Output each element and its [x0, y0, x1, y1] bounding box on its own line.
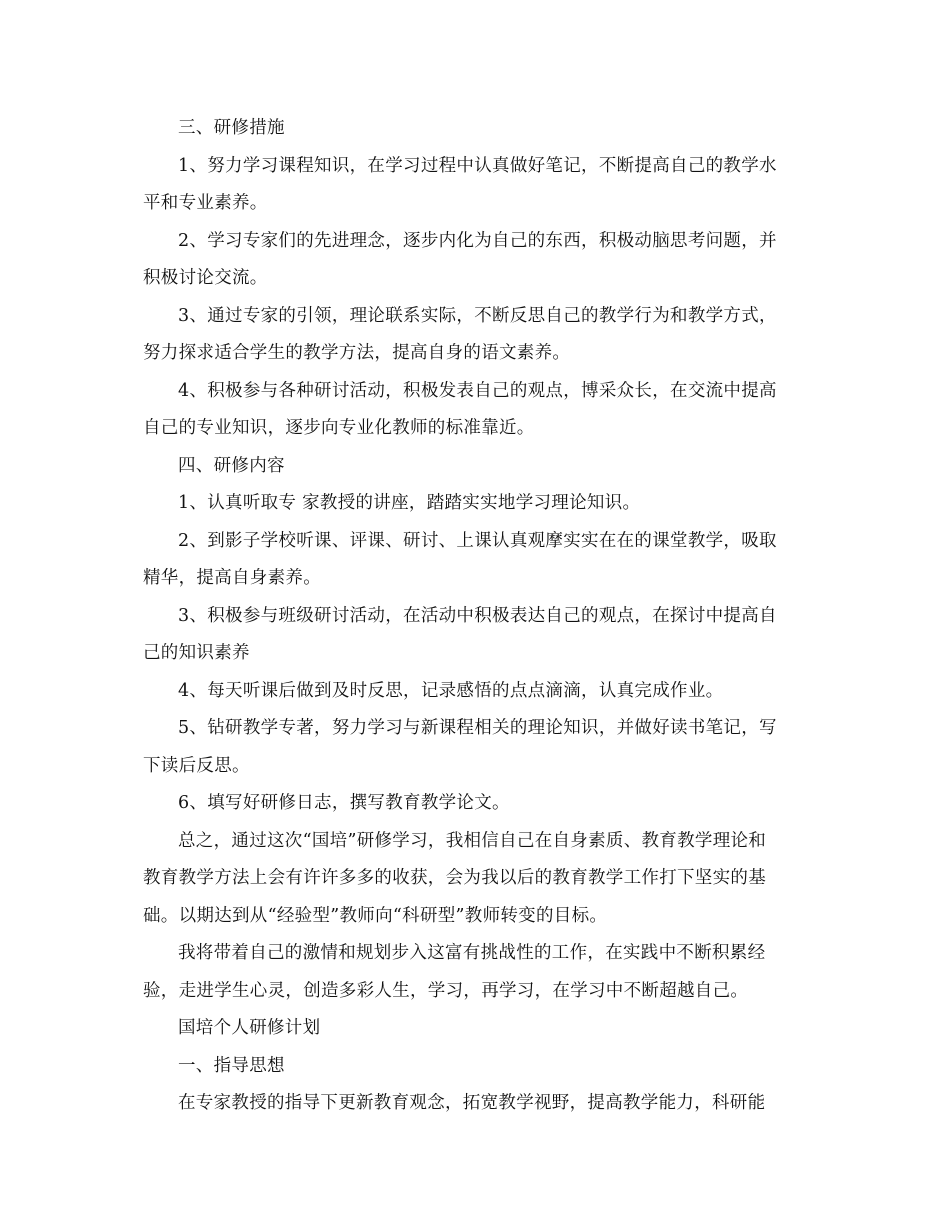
- text-line: 三、研修措施: [178, 118, 285, 138]
- text-line: 3、通过专家的引领，理论联系实际，不断反思自己的教学行为和教学方式，: [178, 305, 777, 326]
- text-line: 自己的专业知识，逐步向专业化教师的标准靠近。: [143, 418, 535, 438]
- text-line: 6、填写好研修日志，撰写教育教学论文。: [178, 793, 510, 813]
- text-line: 4、积极参与各种研讨活动，积极发表自己的观点，博采众长，在交流中提高: [178, 380, 777, 401]
- text-line: 2、到影子学校听课、评课、研讨、上课认真观摩实实在在的课堂教学，吸取: [178, 530, 777, 551]
- text-line: 一、指导思想: [178, 1055, 285, 1076]
- text-line: 1、努力学习课程知识，在学习过程中认真做好笔记，不断提高自己的教学水: [178, 155, 777, 176]
- text-line: 4、每天听课后做到及时反思，记录感悟的点点滴滴，认真完成作业。: [178, 680, 724, 701]
- document-body: [143, 110, 808, 1123]
- text-line: 我将带着自己的激情和规划步入这富有挑战性的工作，在实践中不断积累经: [178, 943, 766, 963]
- text-line: 平和专业素养。: [143, 193, 268, 213]
- text-line: 3、积极参与班级研讨活动，在活动中积极表达自己的观点，在探讨中提高自: [178, 605, 777, 626]
- text-line: 四、研修内容: [178, 455, 285, 476]
- text-line: 2、学习专家们的先进理念，逐步内化为自己的东西，积极动脑思考问题，并: [178, 230, 777, 251]
- text-line: 1、认真听取专 家教授的讲座，踏踏实实地学习理论知识。: [178, 493, 641, 513]
- text-line: 验，走进学生心灵，创造多彩人生，学习，再学习，在学习中不断超越自己。: [143, 980, 749, 1001]
- text-line: 础。以期达到从“经验型”教师向“科研型”教师转变的目标。: [143, 905, 608, 926]
- text-line: 下读后反思。: [143, 755, 250, 776]
- text-line: 努力探求适合学生的教学方法，提高自身的语文素养。: [143, 343, 571, 363]
- text-line: 在专家教授的指导下更新教育观念，拓宽教学视野，提高教学能力，科研能: [178, 1093, 766, 1113]
- text-line: 总之，通过这次“国培”研修学习，我相信自己在自身素质、教育教学理论和: [178, 830, 767, 851]
- text-line: 积极讨论交流。: [143, 268, 268, 288]
- text-line: 己的知识素养: [143, 643, 250, 663]
- text-line: 5、钻研教学专著，努力学习与新课程相关的理论知识，并做好读书笔记，写: [178, 718, 777, 738]
- text-line: 教育教学方法上会有许许多多的收获，会为我以后的教育教学工作打下坚实的基: [143, 868, 766, 888]
- text-line: 精华，提高自身素养。: [143, 568, 321, 588]
- text-line: 国培个人研修计划: [178, 1018, 321, 1038]
